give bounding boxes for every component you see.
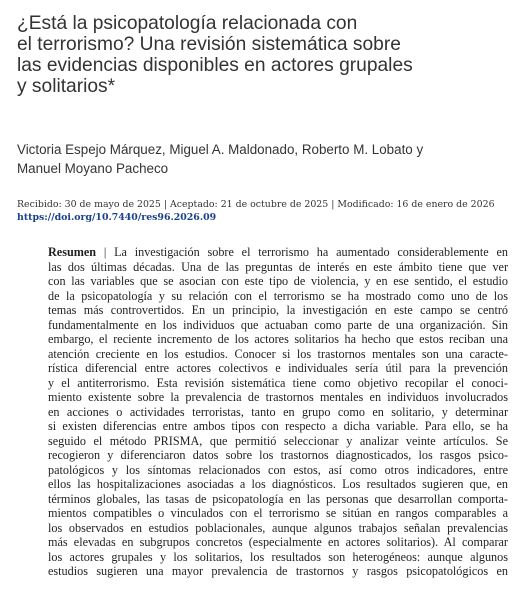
title-line: las evidencias disponibles en actores grupales: [17, 55, 413, 76]
doi-link[interactable]: https://doi.org/10.7440/res96.2026.09: [17, 212, 217, 223]
abstract-line: y el antiterrorismo. Esta revisión sistemática tiene como objetivo recopilar el conoci-: [48, 375, 508, 390]
author-list: [17, 140, 497, 178]
title-line: el terrorismo? Una revisión sistemática sobre: [17, 34, 401, 55]
abstract-line: de la psicopatología y su relación con el terrorismo se ha mostrado como uno de los: [48, 288, 508, 303]
abstract-line: en acciones o actividades terroristas, tanto en grupo como en solitario, y determinar: [48, 404, 508, 419]
abstract-line: si existen diferencias entre ambos tipos con respecto a dicha variable. Para ello, se ha: [48, 419, 508, 433]
abstract-line: los observados en estudios poblacionales, aunque algunos trabajos señalan prevalencias: [48, 520, 508, 535]
abstract-line: recogieron y diferenciaron datos sobre los trastornos diagnosticados, los rasgos psico-: [48, 448, 508, 462]
abstract-line: con las variables que se asocian con este tipo de violencia, y en ese sentido, el estudio: [48, 274, 508, 288]
abstract-line: los actores grupales y los solitarios, los resultados son heterogéneos: aunque algunos: [48, 549, 508, 564]
abstract-first-line-text: | La investigación sobre el terrorismo ha aumentado considerablemente en: [96, 245, 508, 259]
abstract-label: Resumen: [48, 245, 97, 259]
authors-line: Victoria Espejo Márquez, Miguel A. Maldonado, Roberto M. Lobato y: [17, 142, 424, 157]
publication-dates: Recibido: 30 de mayo de 2025 | Aceptado: 21 de octubre de 2025 | Modificado: 16 de enero de 2026: [17, 199, 495, 210]
title-line: y solitarios*: [17, 76, 116, 97]
abstract-line: atención creciente en los estudios. Conocer si los trastornos mentales son una caracte-: [48, 346, 508, 361]
abstract-line: más elevadas en subgrupos concretos (especialmente en actores solitarios). Al comparar: [48, 535, 508, 549]
abstract-line: miento existente sobre la prevalencia de trastornos mentales en individuos involucrados: [48, 390, 508, 404]
abstract-line: temas más controvertidos. En un principio, la investigación en este campo se centró: [48, 303, 508, 317]
abstract-line: términos globales, las tasas de psicopatología en las personas que desarrollan comporta-: [48, 491, 508, 506]
abstract-line: mientos compatibles o vinculados con el terrorismo se sitúan en rangos comparables a: [48, 506, 508, 520]
abstract-line: estudios sugieren una mayor prevalencia de trastornos y rasgos psicopatológicos en: [48, 564, 508, 578]
article-metadata: [17, 198, 517, 224]
paper-title: [17, 13, 487, 97]
title-line: ¿Está la psicopatología relacionada con: [17, 13, 358, 34]
abstract-line: patológicos y los síntomas relacionados con estos, así como otros indicadores, entre: [48, 462, 508, 477]
abstract-line: rística diferencial entre actores colectivos e individuales sería útil para la prevención: [48, 361, 508, 375]
abstract-line: [48, 245, 508, 260]
abstract: [48, 245, 508, 579]
abstract-line: fundamentalmente en los individuos que actuaban como parte de una organización. Sin: [48, 317, 508, 332]
abstract-line: las dos últimas décadas. Una de las preguntas de interés en este ámbito tiene que ver: [48, 259, 508, 274]
abstract-line: ellos las hospitalizaciones asociadas a los diagnósticos. Los resultados sugieren que, en: [48, 477, 508, 491]
authors-line: Manuel Moyano Pacheco: [17, 161, 169, 176]
abstract-line: seguido el método PRISMA, que permitió seleccionar y analizar veinte artículos. Se: [48, 433, 508, 448]
abstract-line: embargo, el reciente incremento de los actores solitarios ha hecho que estos reciban una: [48, 332, 508, 346]
